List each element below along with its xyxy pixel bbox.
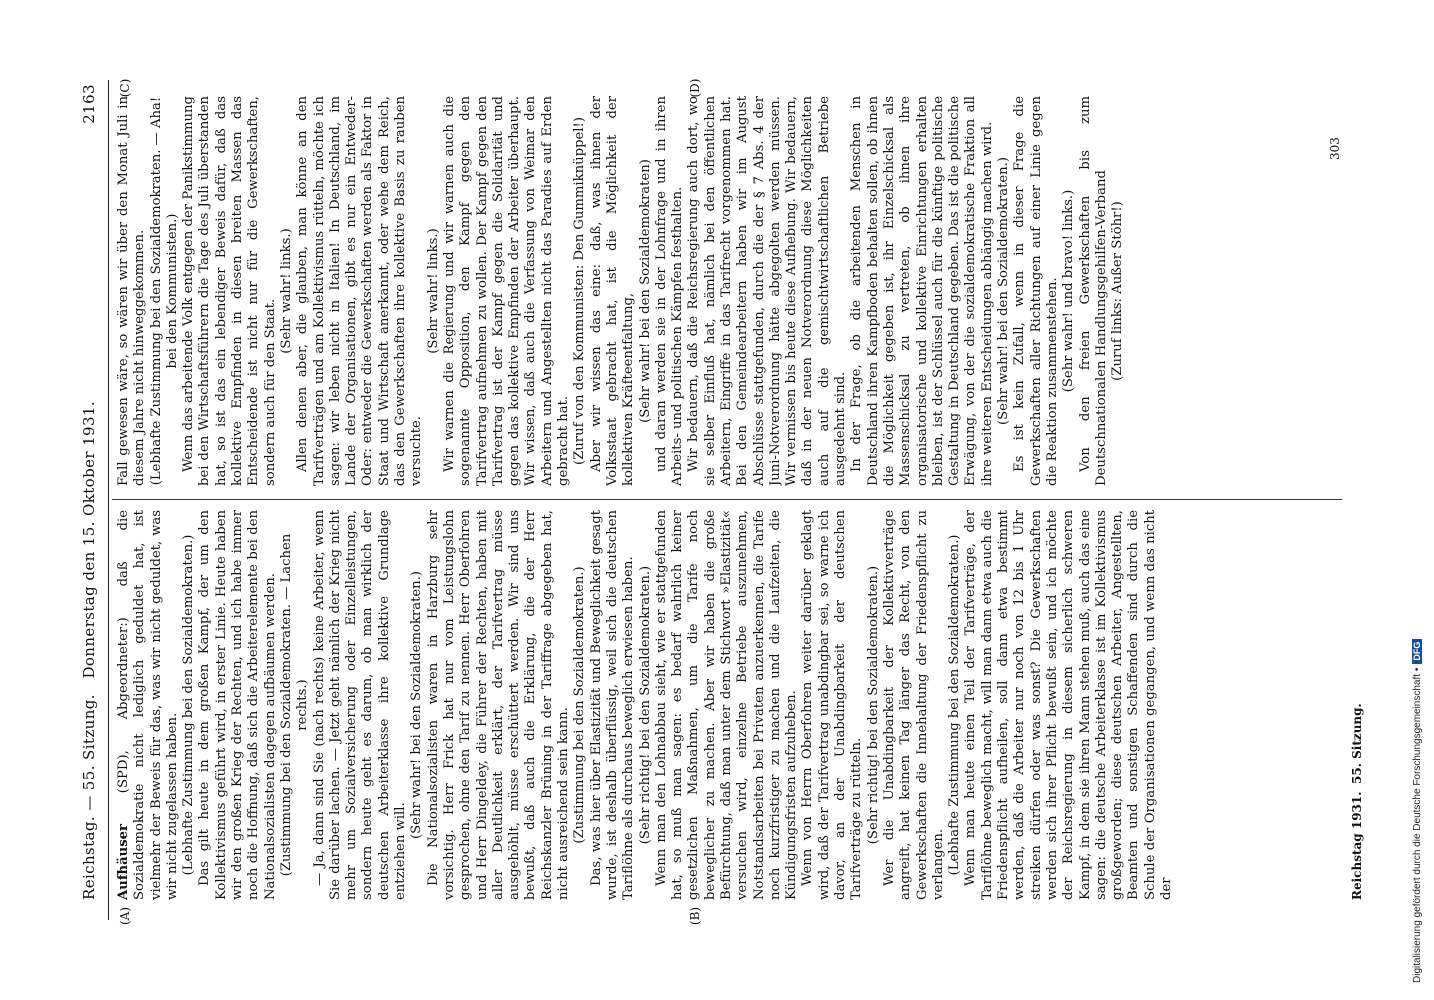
- paragraph-text: Das gilt heute in dem großen Kampf, der um den Kollektivismus geführt wird, in erster Linie. Heute haben wir den großen Krieg der Rechten, und ich habe immer noch die Hoffnung, daß sich die Arbeiterelemente bei den Nationalsozialisten dagegen aufbäumen werden.: [197, 510, 278, 900]
- paragraph-text: Wir bedauern, daß die Reichsregierung auch dort, wo sie selber Einfluß hat, nämlich bei den öffentlichen Arbeitern, Eingriffe in das Tarifrecht vorgenommen hat. Bei den Gemeindearbeitern haben wir im August Abschlüsse stattgefunden, durch die der § 7 Abs. 4 der Juni-Notverordnung hätte abgegolten werden müssen. Wir vermissen bis heute diese Aufhebung. Wir bedauern, daß in der neuen Notverordnung diese Möglichkeiten auch auf die gemischtwirtschaftlichen Betriebe ausgedehnt sind.: [686, 96, 849, 486]
- paragraph-text: Das, was hier über Elastizität und Beweglichkeit gesagt wurde, ist deshalb überflüssig, weil sich die deutschen Tariflöhne als durchaus beweglich erwiesen haben.: [588, 510, 637, 900]
- interjection-text: (Lebhafte Zustimmung bei den Sozialdemokraten.): [181, 534, 197, 876]
- interjection: [572, 510, 588, 900]
- margin-marker-b: (B): [688, 906, 702, 926]
- interjection-text: (Sehr wahr! und bravo! links.): [1061, 189, 1077, 393]
- paragraph: [800, 510, 865, 900]
- page-number: 2163: [80, 84, 98, 124]
- digitization-note: [1406, 8, 1430, 998]
- interjection-text: (Sehr wahr! links.): [425, 228, 441, 354]
- interjection-text: (Lebhafte Zustimmung bei den Sozialdemokraten. — Aha! bei den Kommunisten.): [148, 96, 180, 486]
- running-head-title: Reichstag. — 55. Sitzung. Donnerstag den 15. Oktober 1931.: [80, 400, 98, 900]
- paragraph-text: Aber wir wissen das eine: daß, was ihnen der Volksstaat gebracht hat, ist die Möglichkeit der kollektiven Kräfteentfaltung,: [588, 96, 637, 486]
- paragraph-text: Wenn man heute einen Teil der Tarifverträge, der Tariflöhne beweglich macht, will man dann etwa auch die Friedenspflicht aufheilen, soll dann etwa bestimmt werden, daß die Arbeiter nur noch von 12 bis 1 Uhr streiken dürfen oder was sonst? Die Gewerkschaften werden sich ihrer Pflicht bewußt sein, und ich möchte der Reichsregierung in diesem sicherlich schweren Kampf, in dem sie ihren Mann stehen muß, auch das eine sagen: die deutsche Arbeiterklasse ist im Kollektivismus großgeworden; diese deutschen Arbeiter, Angestellten, Beamten und sonstigen Schaffenden sind durch die Schule der Organisationen gegangen, und wenn das nicht der: [963, 510, 1174, 900]
- interjection: [279, 96, 295, 486]
- left-column: [116, 510, 1336, 900]
- paragraph-text: In der Frage, ob die arbeitenden Menschen in Deutschland ihren Kampfboden behalten sollen, ob ihnen die Möglichkeit gegeben ist, ihr Einzelschicksal als Massenschicksal zu vertreten, ob ihnen ihre organisatorische und kollektive Einrichtungen erhalten bleiben, ist der Schlüssel auch für die künftige politische Gestaltung in Deutschland gegeben. Das ist die politische Erwägung, von der die sozialdemokratische Fraktion all ihre weiteren Entscheidungen abhängig machen wird.: [849, 96, 995, 486]
- interjection-text: (Zuruf links: Außer Stöhr!): [1110, 201, 1126, 381]
- paragraph: [116, 510, 181, 900]
- interjection-text: (Sehr wahr! links.): [278, 228, 294, 354]
- interjection: [947, 510, 963, 900]
- paragraph: [197, 510, 278, 900]
- right-column: [116, 96, 1336, 486]
- interjection-text: (Sehr wahr! bei den Sozialdemokraten.): [996, 157, 1012, 425]
- interjection: [866, 510, 882, 900]
- paragraph-text: Wenn von Herrn Oberfohren weiter darüber geklagt wird, daß der Tarifvertrag unabdingbar sei, so warne ich davor, an der Unabdingbarkeit der deutschen Tarifverträge zu rütteln.: [800, 510, 865, 900]
- interjection-text: (Sehr wahr! bei den Sozialdemokraten.): [409, 571, 425, 839]
- interjection: [149, 96, 182, 486]
- paragraph-text: Wir warnen die Regierung und wir warnen auch die sogenannte Opposition, den Kampf gegen den Tarifvertrag aufnehmen zu wollen. Der Kampf gegen den Tarifvertrag ist der Kampf gegen die Solidarität und gegen das kollektive Empfinden der Arbeiter überhaupt. Wir wissen, daß auch die Verfassung von Weimar den Arbeitern und Angestellten nicht das Paradies auf Erden gebracht hat.: [441, 96, 572, 486]
- signature-mark: 303: [1328, 137, 1342, 160]
- paragraph-text: Wenn das arbeitende Volk entgegen der Panikstimmung bei den Wirtschaftsführern die Tage des Juli überstanden hat, so ist das ein lebendiger Beweis dafür, daß das kollektive Empfinden in diesen breiten Massen das Entscheidende ist nicht nur für die Gewerkschaften, sondern auch für den Staat.: [181, 96, 278, 486]
- paragraph: [1078, 96, 1111, 486]
- interjection-text: (Lebhafte Zustimmung bei den Sozialdemokraten.): [947, 534, 963, 876]
- interjection-text: (Zuruf von den Kommunisten: Den Gummiknüppel!): [572, 117, 588, 465]
- paragraph-text: Von den freien Gewerkschaften bis zum Deutschnationalen Handlungsgehilfen-Verband: [1077, 96, 1109, 486]
- margin-marker-d: (D): [688, 78, 702, 98]
- paragraph: [181, 96, 279, 486]
- dfg-logo: DFG: [1412, 639, 1422, 664]
- paragraph-text: Die Nationalsozialisten waren in Harzburg sehr vorsichtig. Herr Frick hat nur vom Leistungslohn gesprochen, ohne den Tarif zu nennen. Herr Oberfohren und Herr Dingeldey, die Führer der Rechten, haben mit aller Deutlichkeit erklärt, der Tarifvertrag müsse ausgehöhlt, müsse erschüttert werden. Wir sind uns bewußt, daß auch die Erklärung, die der Herr Reichskanzler Brüning in der Tariffrage abgegeben hat, nicht ausreichend sein kann.: [425, 510, 572, 900]
- interjection: [181, 510, 197, 900]
- margin-marker-a: (A): [118, 906, 132, 926]
- interjection: [1110, 96, 1126, 486]
- interjection: [996, 96, 1012, 486]
- paragraph: [654, 510, 801, 900]
- margin-marker-c: (C): [118, 78, 132, 98]
- column-divider: [112, 499, 1342, 500]
- paragraph: [882, 510, 947, 900]
- paragraph-text: — Ja, dann sind Sie (nach rechts) keine Arbeiter, wenn Sie darüber lachen. — Jetzt geht nämlich der Krieg nicht mehr um Sozialversicherung oder Einzelleistungen, sondern heute geht es darum, ob man wirklich der deutschen Arbeiterklasse ihre kollektive Grundlage entziehen will.: [311, 510, 409, 900]
- interjection-text: (Zustimmung bei den Sozialdemokraten.): [572, 566, 588, 844]
- paragraph-text: (SPD), Abgeordneter:) daß die Sozialdemokratie nicht lediglich geduldet hat, ist vielmehr der Beweis für das, was wir nicht geduldet, was wir nicht zugelassen haben.: [116, 510, 180, 900]
- paragraph: [589, 96, 638, 486]
- paragraph-text: Fall gewesen wäre, so wären wir über den Monat Juli in diesem Jahre nicht hinweggekommen.: [116, 96, 148, 486]
- paragraph-text: Es ist kein Zufall, wenn in dieser Frage die Gewerkschaften aller Richtungen auf einer Linie gegen die Reaktion zusammenstehen.: [1012, 96, 1060, 486]
- paragraph: [116, 96, 149, 486]
- page-footer: [1350, 703, 1364, 900]
- interjection-text: (Sehr richtig! bei den Sozialdemokraten.): [637, 565, 653, 845]
- digitization-text: Digitalisierung gefördert durch die Deutsche Forschungsgemeinschaft •: [1412, 667, 1423, 983]
- paragraph-text: Wenn man den Lohnabbau sieht, wie er stattgefunden hat, so muß man sagen: es bedarf wahrlich keiner gesetzlichen Maßnahmen, um die Tarife noch beweglicher zu machen. Aber wir haben die große Befürchtung, daß man unter dem Stichwort »Elastizität« versuchen wird, einzelne Betriebe auszunehmen, Notstandsarbeiten bei Privaten anzuerkennen, die Tarife noch kurzfristiger zu machen und die Laufzeiten, die Kündigungsfristen aufzuheben.: [653, 510, 800, 900]
- interjection: [279, 510, 312, 900]
- paragraph: [1012, 96, 1061, 486]
- speaker-name: Aufhäuser: [116, 824, 131, 900]
- interjection-text: (Sehr richtig! bei den Sozialdemokraten.): [865, 565, 881, 845]
- interjection-text: (Zustimmung bei den Sozialdemokraten. — Lachen rechts.): [278, 533, 311, 877]
- scanned-page: [72, 78, 1378, 926]
- interjection: [572, 96, 588, 486]
- interjection: [1061, 96, 1077, 486]
- paragraph: [963, 510, 1175, 900]
- footer-session: 55. Sitzung.: [1350, 703, 1364, 784]
- paragraph: [654, 96, 687, 486]
- running-head: [80, 80, 106, 920]
- interjection: [638, 96, 654, 486]
- paragraph: [589, 510, 638, 900]
- footer-label: Reichstag 1931.: [1350, 791, 1364, 900]
- paragraph: [442, 96, 572, 486]
- interjection: [426, 96, 442, 486]
- paragraph-text: Wer die Unabdingbarkeit der Kollektivverträge angreift, hat keinen Tag länger das Recht, von den Gewerkschaften die Innehaltung der Friedenspflicht zu verlangen.: [881, 510, 946, 900]
- interjection: [638, 510, 654, 900]
- paragraph: [849, 96, 996, 486]
- interjection: [409, 510, 425, 900]
- interjection-text: (Sehr wahr! bei den Sozialdemokraten): [637, 159, 653, 423]
- paragraph-text: Allen denen aber, die glauben, man könne an den Tarifverträgen und am Kollektivismus rütteln, möchte ich sagen: wir leben nicht in Italien! In Deutschland, im Lande der Organisationen, gibt es nur ein Entweder-Oder: entweder die Gewerkschaften werden als Faktor in Staat und Wirtschaft anerkannt, oder wehe dem Reich, das den Gewerkschaften ihre kollektive Basis zu rauben versuchte.: [295, 96, 425, 486]
- header-rule: [108, 80, 109, 920]
- paragraph: [312, 510, 410, 900]
- paragraph: [295, 96, 425, 486]
- paragraph: [686, 96, 849, 486]
- paragraph-text: und daran werden sie in der Lohnfrage und in ihren Arbeits- und politischen Kämpfen festhalten.: [653, 96, 686, 486]
- paragraph: [426, 510, 573, 900]
